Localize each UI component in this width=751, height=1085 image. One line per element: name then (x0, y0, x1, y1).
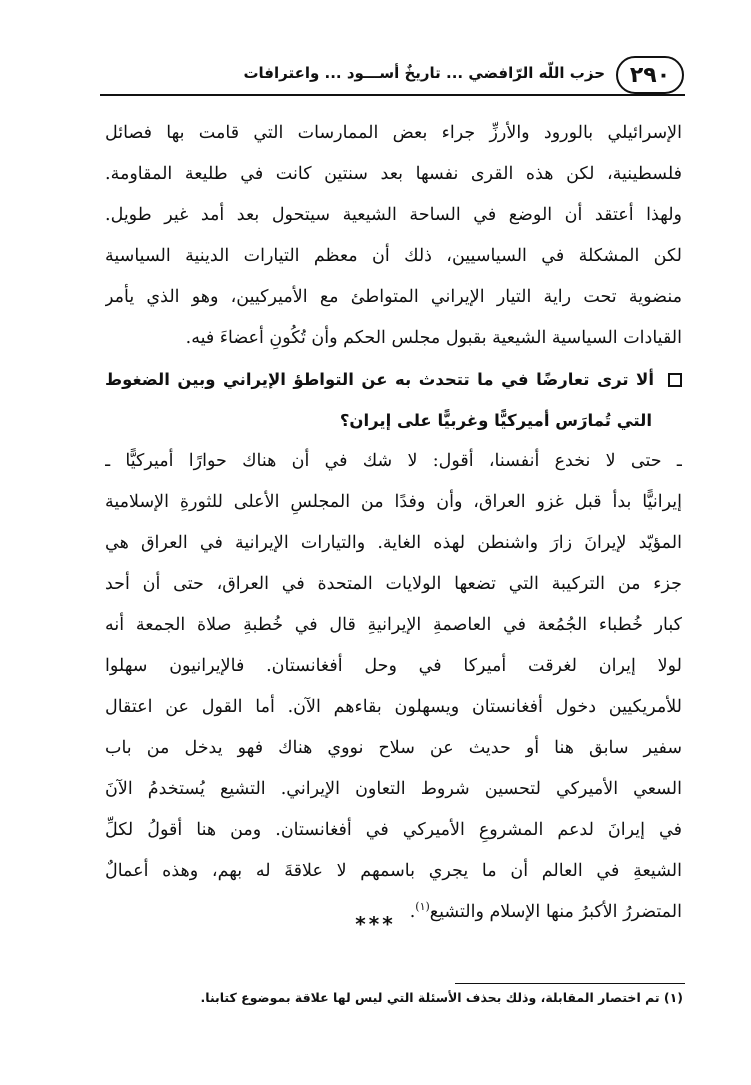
text-line: فلسطينية، لكن هذه القرى نفسها بعد سنتين كانت في طليعة المقاومة. (105, 164, 682, 184)
text-line: للأمريكيين دخول أفغانستان ويسهلون بقاءهم الآن. أما القول عن اعتقال (105, 697, 682, 717)
final-period: . (409, 902, 416, 922)
text-line: إيرانيًّا بدأ قبل غزو العراق، وأن وفدًا من المجلسِ الأعلى للثورةِ الإسلامية (105, 492, 682, 512)
main-text (105, 113, 682, 933)
question-line (105, 359, 682, 400)
text-line: القيادات السياسية الشيعية بقبول مجلس الحكم وأن تُكُونِ أعضاءَ فيه. (185, 328, 682, 348)
text-line: الإسرائيلي بالورود والأرزِّ جراء بعض الممارسات التي قامت بها فصائل (105, 123, 682, 143)
footnote-reference: (١) (415, 900, 430, 914)
text-line: لكن المشكلة في السياسيين، ذلك أن معظم التيارات الدينية السياسية (105, 246, 682, 266)
page-number-text: ٢٩٠ (629, 62, 671, 88)
text-line: كبار خُطباء الجُمُعة في العاصمةِ الإيرانيةِ قال في خُطبةِ صلاة الجمعة أنه (105, 615, 682, 635)
header-divider (100, 94, 685, 96)
interview-question (105, 359, 682, 441)
question-box-icon (668, 373, 682, 387)
section-separator: *** (355, 912, 396, 936)
page-number (616, 56, 684, 94)
text-line: ـ حتى لا نخدع أنفسنا، أقول: لا شك في أن هناك حوارًا أميركيًّا ـ (105, 451, 682, 471)
text-line: في إيرانَ لدعم المشروعِ الأميركي في أفغانستان. ومن هنا أقولُ لكلِّ (105, 820, 682, 840)
footnote-divider (455, 983, 685, 984)
final-line-text: المتضررُ الأكبرُ منها الإسلام والتشيع (429, 902, 682, 922)
text-line: سفير سابق هنا أو حديث عن سلاح نووي هناك فهو يدخل من باب (105, 738, 682, 758)
question-line: التي تُمارَس أميركيًّا وغربيًّا على إيران؟ (339, 411, 652, 430)
text-line: المؤيّد لإيرانَ زارَ واشنطن لهذه الغاية. والتيارات الإيرانية في العراق هي (105, 533, 682, 553)
text-line: منضوية تحت راية التيار الإيراني المتواطئ مع الأميركيين، وهو الذي يأمر (105, 287, 682, 307)
text-line: السعي الأميركي لتحسين شروط التعاون الإيراني. التشيع يُستخدمُ الآنَ (105, 779, 682, 799)
text-line: جزء من التركيبة التي تضعها الولايات المتحدة في العراق، حتى أن أحد (105, 574, 682, 594)
question-text: ألا ترى تعارضًا في ما تتحدث به عن التواطؤ الإيراني وبين الضغوط (105, 370, 654, 389)
text-line: ولهذا أعتقد أن الوضع في الساحة الشيعية سيتحول بعد أمد غير طويل. (105, 205, 682, 225)
text-line: لولا إيران لغرقت أميركا في وحل أفغانستان. فالإيرانيون سهلوا (105, 656, 682, 676)
running-title: حزب اللّه الرّافضي ... تاريخٌ أســـود ... واعترافات (243, 64, 605, 82)
footnote: (١) تم اختصار المقابلة، وذلك بحذف الأسئلة التي ليس لها علاقة بموضوع كتابنا. (200, 990, 683, 1005)
text-line: الشيعةِ في العالم أن ما يجري باسمهم لا علاقةَ له بهم، وهذه أعمالٌ (105, 861, 682, 881)
